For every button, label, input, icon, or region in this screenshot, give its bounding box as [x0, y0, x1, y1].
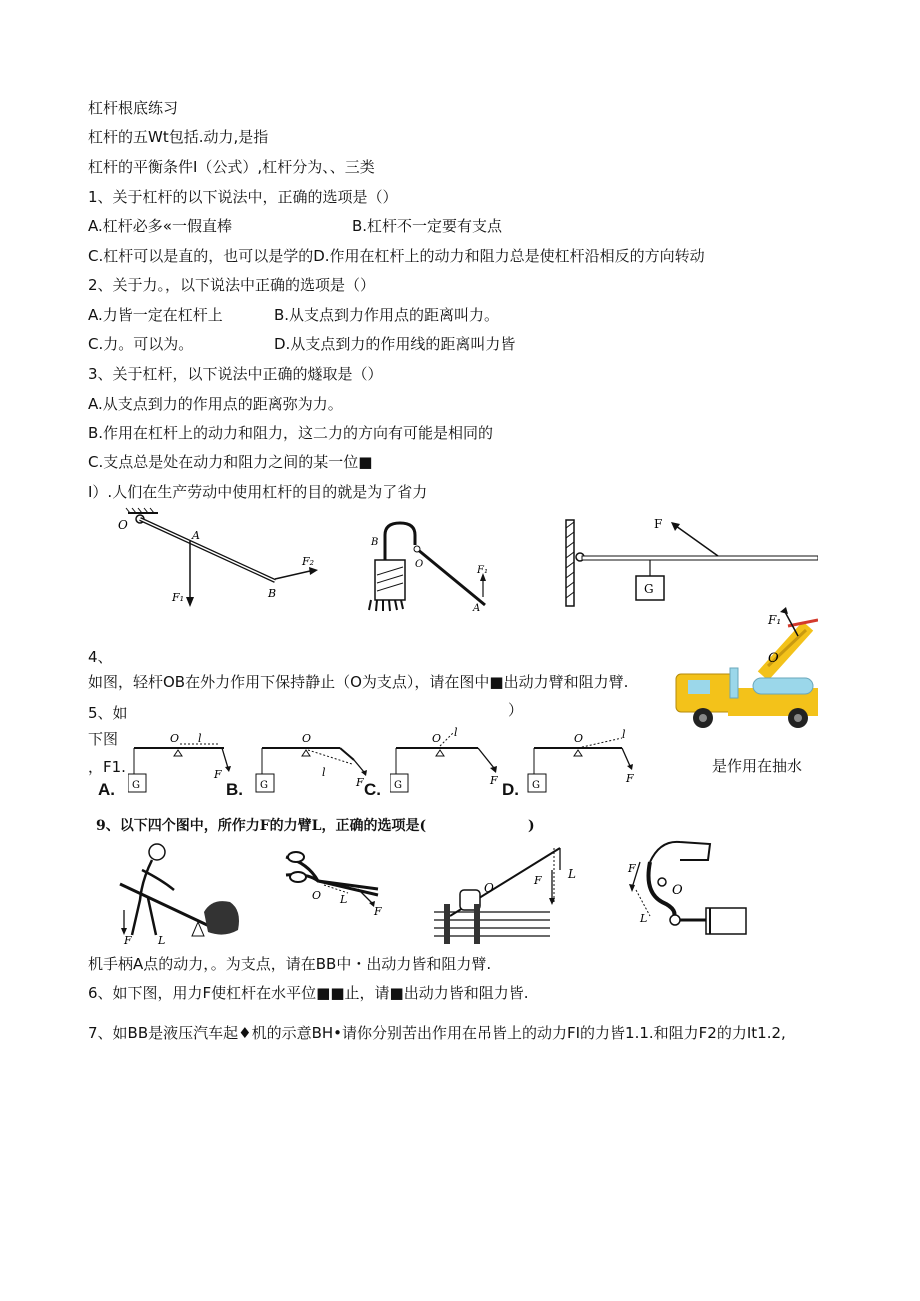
fig5-label-o: O: [415, 559, 424, 570]
q9b-label-f: F: [374, 905, 382, 918]
option-c-figure: [390, 724, 515, 800]
q9c-label-f: F: [534, 874, 542, 887]
q5-number: 5、如: [88, 704, 128, 722]
q5-paren: ）: [508, 701, 524, 719]
q9c-label-l: L: [568, 867, 576, 881]
q9-close-paren: ): [528, 818, 535, 834]
q2-option-b: B.从支点到力作用点的距离叫力。: [274, 306, 500, 324]
q9-figure-pedal-piston: [620, 832, 750, 950]
q9a-label-f: F: [124, 934, 132, 947]
q1-option-cd: C.杠杆可以是直的，也可以是学的D.作用在杠杆上的动力和阻力总是使杠杆沿相反的方向转动: [88, 247, 705, 265]
q9d-label-o: O: [672, 883, 683, 898]
option-c-label: C.: [364, 780, 381, 799]
q9b-label-o: O: [312, 889, 322, 902]
fig5-label-a: A: [473, 603, 481, 614]
figure-4-lever: [110, 505, 325, 615]
q3-stem: 3、关于杠杆，以下说法中正确的燧取是（）: [88, 365, 383, 383]
opt-b-label-g: G: [260, 780, 268, 791]
fig5-label-f1: F₁: [477, 565, 488, 576]
q1-option-b: B.杠杆不一定要有支点: [352, 217, 503, 235]
figure-5-pump: [345, 515, 505, 615]
q9-figure-person-lever: [112, 840, 247, 948]
fig4-label-b: B: [268, 587, 277, 600]
opt-d-label-l: l: [622, 728, 626, 741]
truck-label-o: O: [768, 651, 779, 666]
opt-a-label-f: F: [214, 768, 222, 781]
q3-option-b: B.作用在杠杆上的动力和阻力，这二力的方向有可能是相同的: [88, 424, 494, 442]
opt-b-label-o: O: [302, 732, 312, 745]
q9-figure-rail-lever: [430, 840, 590, 948]
q5-below: 下图: [88, 730, 119, 748]
q3-option-d: I）.人们在生产劳动中使用杠杆的目的就是为了省力: [88, 483, 428, 501]
q3-option-a: A.从支点到力的作用点的距离弥为力。: [88, 395, 343, 413]
q2-option-a: A.力皆一定在杠杆上: [88, 306, 223, 324]
figure-6-wall-lever: [558, 510, 818, 610]
q9b-label-l: L: [340, 893, 348, 906]
q3-option-c: C.支点总是处在动力和阻力之间的某一位■: [88, 453, 373, 471]
opt-c-label-f: F: [490, 774, 498, 787]
q2-option-c: C.力。可以为。: [88, 335, 194, 353]
opt-a-label-g: G: [132, 780, 140, 791]
opt-c-label-o: O: [432, 732, 442, 745]
intro-line-1: 杠杆的五Wt包括.动力,是指: [88, 128, 269, 146]
opt-a-label-l: l: [198, 732, 202, 745]
option-a-label: A.: [98, 780, 115, 799]
q4-number: 4、: [88, 648, 113, 666]
fig4-label-o: O: [118, 518, 128, 532]
intro-line-2: 杠杆的平衡条件I（公式）,杠杆分为、、三类: [88, 158, 375, 176]
option-b-figure: [252, 730, 377, 800]
opt-c-label-l: l: [454, 726, 458, 739]
opt-b-label-f: F: [356, 776, 364, 789]
fig6-label-f: F: [654, 517, 663, 531]
opt-d-label-o: O: [574, 732, 584, 745]
q6-text: 6、如下图，用力F使杠杆在水平位■■止，请■出动力皆和阻力皆.: [88, 984, 529, 1002]
option-b-label: B.: [226, 780, 243, 799]
option-d-figure: [526, 728, 651, 800]
option-a-figure: [128, 730, 238, 800]
option-d-label: D.: [502, 780, 519, 799]
q1-stem: 1、关于杠杆的以下说法中，正确的选项是（）: [88, 188, 398, 206]
q2-stem: 2、关于力。，以下说法中正确的选项是（）: [88, 276, 376, 294]
q2-option-d: D.从支点到力的作用线的距离叫力皆: [274, 335, 516, 353]
q9a-label-l: L: [158, 934, 166, 947]
pump-instruction: 机手柄A点的动力，。为支点，请在BB中・出动力皆和阻力臂.: [88, 955, 492, 973]
fig4-label-f1: F₁: [172, 591, 185, 604]
fig4-label-f2: F₂: [302, 555, 315, 568]
q9c-label-o: O: [484, 881, 494, 895]
fig4-label-a: A: [192, 529, 200, 542]
opt-c-label-g: G: [394, 780, 402, 791]
q9d-label-l: L: [640, 912, 648, 925]
figure-7-crane-truck: [668, 606, 818, 736]
q1-option-a: A.杠杆必多«一假直棒: [88, 217, 232, 235]
opt-d-label-f: F: [626, 772, 634, 785]
opt-d-label-g: G: [532, 780, 540, 791]
fig6-label-g: G: [644, 582, 654, 596]
q4-text: 如图，轻杆OB在外力作用下保持静止（O为支点），请在图中■出动力臂和阻力臂.: [88, 673, 629, 691]
doc-title: 杠杆根底练习: [88, 99, 179, 117]
opt-a-label-o: O: [170, 732, 180, 745]
fig5-label-b: B: [371, 537, 379, 548]
q9-figure-scissors: [278, 845, 396, 935]
q9-stem: 9、以下四个图中，所作力F的力臂L，正确的选项是(: [96, 818, 427, 834]
q5-right-text: 是作用在抽水: [712, 757, 803, 775]
q5-f1: ，F1.: [88, 758, 126, 776]
q7-text: 7、如BB是液压汽车起♦机的示意BH•请你分别苦出作用在吊皆上的动力FI的力皆1.1.和阻力F2的力It1.2,: [88, 1024, 786, 1042]
q9d-label-f: F: [628, 862, 636, 875]
truck-label-f1: F₁: [768, 613, 782, 627]
opt-b-label-l: l: [322, 766, 326, 779]
